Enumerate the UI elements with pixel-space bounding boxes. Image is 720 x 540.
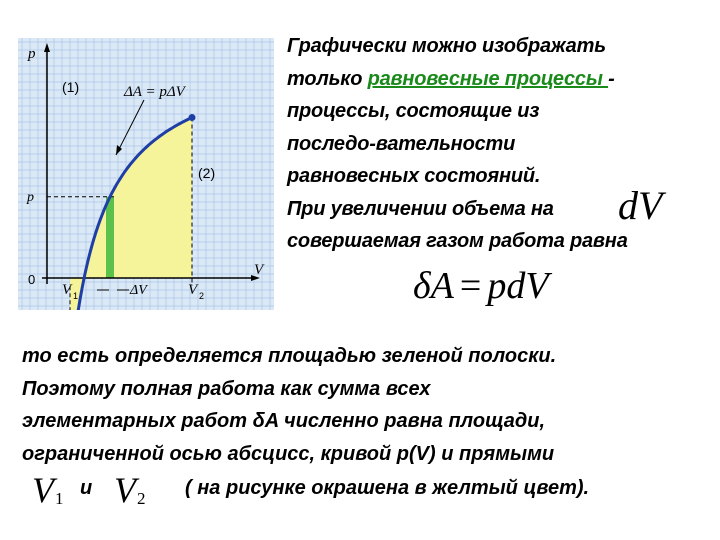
work-formula [413, 266, 549, 306]
pv-diagram [18, 38, 274, 310]
point-2-label: (2) [198, 165, 216, 181]
right-line-7: совершаемая газом работа равна [287, 230, 628, 252]
bottom-line-5-rest: ( на рисунке окрашена в желтый цвет). [185, 477, 590, 499]
bottom-line-3: элементарных работ δA численно равна площади, [22, 410, 546, 432]
right-line-2 [287, 63, 712, 96]
formula-left: δA [413, 265, 454, 307]
pv-diagram-svg [18, 38, 274, 310]
v1-subscript: 1 [73, 291, 79, 301]
right-line-6: При увеличении объема на [287, 197, 554, 220]
annotation-label: ΔA = pΔV [124, 84, 185, 100]
formula-right: pdV [487, 265, 549, 307]
v-axis-label: V [254, 262, 264, 278]
formula-equals: = [459, 265, 482, 307]
v2-subscript: 2 [199, 291, 205, 301]
point-1-label: (1) [62, 79, 80, 95]
v1-symbol-sub: 1 [55, 489, 64, 508]
bottom-line-1: то есть определяется площадью зеленой полоски. [22, 345, 557, 367]
right-line-2-post: - [608, 67, 615, 90]
right-line-2-pre: только [287, 67, 368, 90]
v2-symbol [114, 470, 146, 517]
right-line-3: процессы, состоящие из [287, 100, 540, 122]
v2-label: V [188, 282, 198, 298]
v2-symbol-sub: 2 [137, 489, 146, 508]
p-axis-label: p [28, 46, 36, 62]
bottom-line-4: ограниченной осью абсцисс, кривой p(V) и прямыми [22, 442, 555, 465]
dv-symbol: dV [618, 183, 663, 228]
v2-symbol-letter: V [114, 470, 136, 510]
v1-symbol-letter: V [32, 470, 54, 510]
right-line-5: равновесных состояний. [287, 165, 541, 187]
bottom-line-2: Поэтому полная работа как сумма всех [22, 377, 431, 400]
point-2 [189, 114, 196, 121]
p-level-label: p [27, 189, 34, 205]
equilibrium-processes-link[interactable]: равновесные процессы [367, 67, 609, 90]
dv-label: ΔV [130, 283, 147, 298]
right-line-1: Графически можно изображать [287, 35, 606, 57]
right-line-4: последо-вательности [287, 132, 516, 155]
bottom-text-block [22, 340, 712, 470]
v1-label: V [62, 282, 72, 298]
elementary-work-strip [106, 197, 114, 278]
bottom-last-line [22, 470, 712, 510]
origin-label: 0 [28, 272, 36, 287]
and-word: и [80, 477, 93, 499]
v1-symbol [32, 470, 64, 517]
